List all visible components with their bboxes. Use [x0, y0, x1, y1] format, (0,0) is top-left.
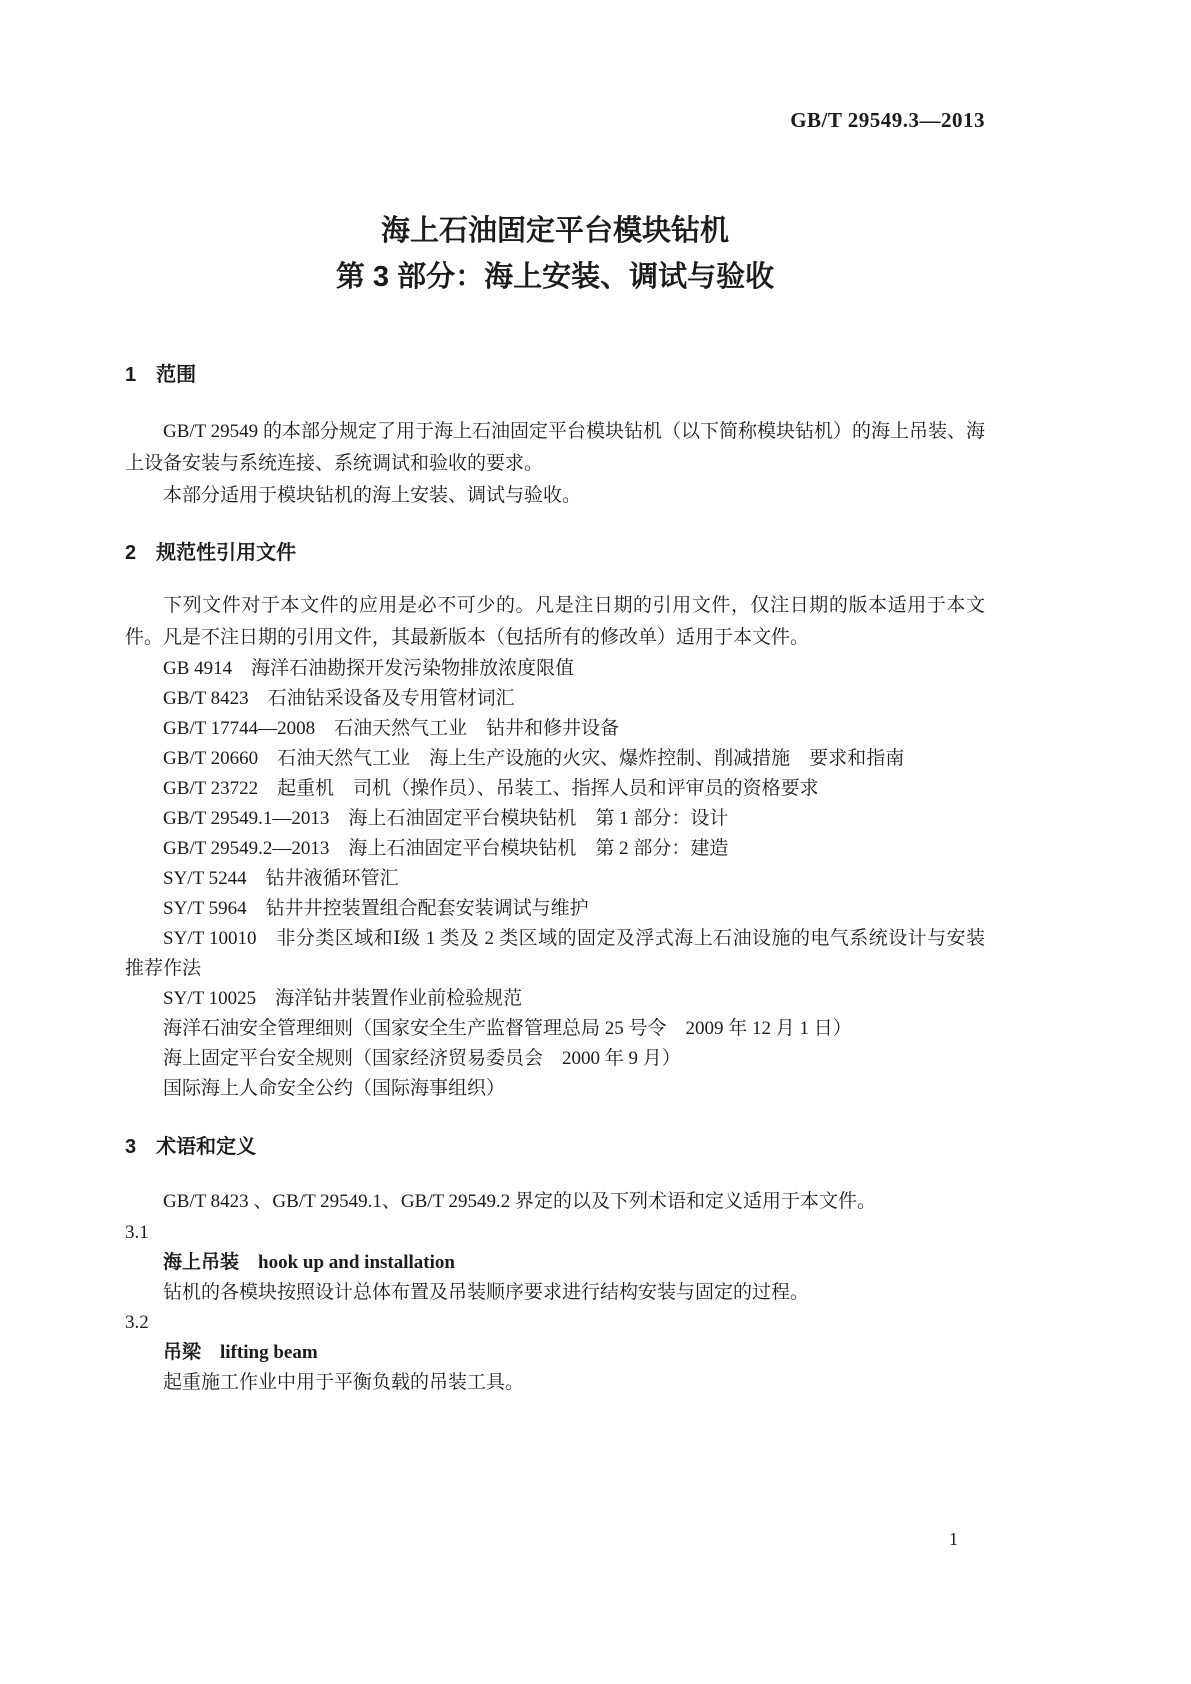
- document-title: [125, 208, 985, 300]
- reference-item: 国际海上人命安全公约（国际海事组织）: [163, 1078, 506, 1099]
- section-2-heading: [125, 540, 985, 566]
- section-1-heading: [125, 362, 985, 388]
- term-title: [125, 1248, 985, 1278]
- reference-item: GB/T 8423 石油钻采设备及专用管材词汇: [163, 688, 515, 709]
- term-english: lifting beam: [220, 1342, 318, 1363]
- reference-item: GB/T 20660 石油天然气工业 海上生产设施的火灾、爆炸控制、削减措施 要求和指南: [163, 748, 905, 769]
- reference-item: SY/T 10010 非分类区域和Ⅰ级 1 类及 2 类区域的固定及浮式海上石油设施的电气系统设计与安装推荐作法: [125, 928, 985, 979]
- section-3-number: 3: [125, 1136, 137, 1158]
- term-chinese: 吊梁: [163, 1342, 202, 1363]
- term-block-3-1: [125, 1218, 985, 1308]
- section-3-heading: [125, 1134, 985, 1160]
- section-1-number: 1: [125, 364, 137, 386]
- section-2-title: 规范性引用文件: [156, 542, 297, 564]
- reference-item: GB/T 23722 起重机 司机（操作员）、吊装工、指挥人员和评审员的资格要求: [163, 778, 819, 799]
- term-chinese: 海上吊装: [163, 1252, 240, 1273]
- term-english: hook up and installation: [258, 1252, 455, 1273]
- section-1-title: 范围: [156, 364, 197, 386]
- section-1-paragraph-2: 本部分适用于模块钻机的海上安装、调试与验收。: [163, 485, 582, 506]
- reference-item: SY/T 5964 钻井井控装置组合配套安装调试与维护: [163, 898, 589, 919]
- page-number: 1: [949, 1529, 958, 1549]
- document-title-line1: 海上石油固定平台模块钻机: [380, 215, 729, 247]
- reference-item: SY/T 5244 钻井液循环管汇: [163, 868, 399, 889]
- term-block-3-2: [125, 1308, 985, 1398]
- standard-number: GB/T 29549.3—2013: [790, 108, 985, 132]
- term-title: [125, 1338, 985, 1368]
- reference-item: 海上固定平台安全规则（国家经济贸易委员会 2000 年 9 月）: [163, 1048, 681, 1069]
- term-number: 3.2: [125, 1312, 149, 1333]
- reference-item: GB/T 29549.1—2013 海上石油固定平台模块钻机 第 1 部分：设计: [163, 808, 729, 829]
- section-3-intro: GB/T 8423 、GB/T 29549.1、GB/T 29549.2 界定的以及下列术语和定义适用于本文件。: [163, 1191, 877, 1212]
- reference-item: GB/T 29549.2—2013 海上石油固定平台模块钻机 第 2 部分：建造: [163, 838, 729, 859]
- section-1-paragraph-1: GB/T 29549 的本部分规定了用于海上石油固定平台模块钻机（以下简称模块钻机）的海上吊装、海上设备安装与系统连接、系统调试和验收的要求。: [125, 421, 985, 474]
- section-2-intro: 下列文件对于本文件的应用是必不可少的。凡是注日期的引用文件，仅注日期的版本适用于本文件。凡是不注日期的引用文件，其最新版本（包括所有的修改单）适用于本文件。: [125, 595, 985, 648]
- section-3-title: 术语和定义: [156, 1136, 257, 1158]
- section-2-number: 2: [125, 542, 137, 564]
- reference-item: 海洋石油安全管理细则（国家安全生产监督管理总局 25 号令 2009 年 12 月 1 日）: [163, 1018, 852, 1039]
- reference-item: SY/T 10025 海洋钻井装置作业前检验规范: [163, 988, 523, 1009]
- reference-item: GB/T 17744—2008 石油天然气工业 钻井和修井设备: [163, 718, 620, 739]
- document-title-line2: 第 3 部分：海上安装、调试与验收: [335, 261, 775, 293]
- reference-item: GB 4914 海洋石油勘探开发污染物排放浓度限值: [163, 658, 575, 679]
- term-definition: 钻机的各模块按照设计总体布置及吊装顺序要求进行结构安装与固定的过程。: [163, 1282, 810, 1303]
- term-definition: 起重施工作业中用于平衡负载的吊装工具。: [163, 1372, 525, 1393]
- term-number: 3.1: [125, 1222, 149, 1243]
